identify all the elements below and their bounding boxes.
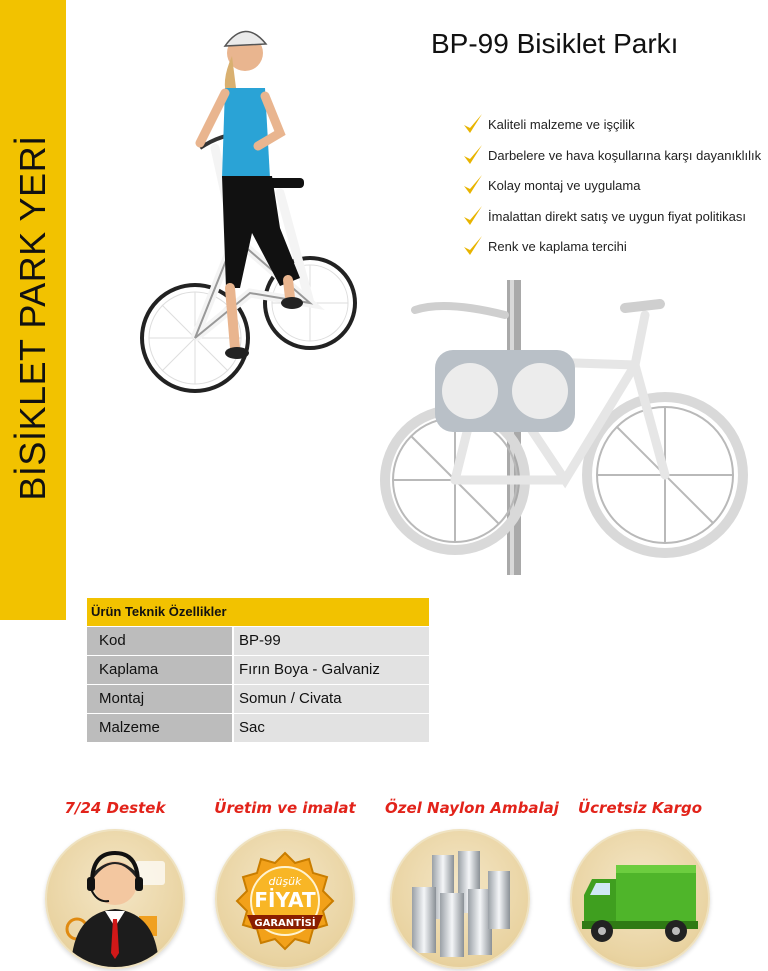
cyclist-image — [140, 18, 360, 408]
bike-rack-image — [335, 270, 755, 590]
spec-key: Kod — [87, 627, 232, 655]
checkmark-icon — [462, 173, 484, 197]
delivery-truck-icon — [572, 831, 708, 967]
badge-support — [40, 795, 190, 821]
service-badges — [0, 795, 768, 971]
seal-middle-text: FİYAT — [254, 888, 316, 912]
spec-value: Fırın Boya - Galvaniz — [232, 656, 429, 684]
seal-top-text: düşük — [268, 875, 302, 888]
table-row — [87, 655, 429, 684]
feature-item: İmalattan direkt satış ve uygun fiyat politikası — [462, 204, 761, 235]
feature-item: Darbelere ve hava koşullarına karşı dayanıklılık — [462, 143, 761, 174]
badge-title: Ücretsiz Kargo — [577, 799, 703, 817]
checkmark-icon — [462, 143, 484, 167]
checkmark-icon — [462, 112, 484, 136]
table-row — [87, 626, 429, 655]
spec-key: Montaj — [87, 685, 232, 713]
spec-key: Kaplama — [87, 656, 232, 684]
product-title: BP-99 Bisiklet Parkı — [431, 28, 679, 59]
table-row — [87, 713, 429, 742]
spec-value: Sac — [232, 714, 429, 742]
badge-title: Üretim ve imalat — [214, 799, 356, 817]
side-title: BİSİKLET PARK YERİ — [12, 135, 53, 501]
badge-title: 7/24 Destek — [64, 799, 166, 817]
seal-bottom-text: GARANTİSİ — [254, 918, 316, 929]
nylon-rolls-icon — [392, 831, 528, 967]
feature-item: Renk ve kaplama tercihi — [462, 234, 761, 265]
specs-table — [87, 598, 429, 742]
specs-header: Ürün Teknik Özellikler — [87, 598, 429, 626]
price-guarantee-icon — [217, 831, 353, 967]
badge-packaging — [385, 795, 559, 821]
side-banner — [0, 0, 66, 620]
feature-item: Kaliteli malzeme ve işçilik — [462, 112, 761, 143]
spec-key: Malzeme — [87, 714, 232, 742]
badge-shipping — [565, 795, 715, 821]
badge-production — [210, 795, 360, 929]
badge-title: Özel Naylon Ambalaj — [385, 799, 559, 817]
feature-list — [462, 112, 761, 265]
checkmark-icon — [462, 204, 484, 228]
feature-item: Kolay montaj ve uygulama — [462, 173, 761, 204]
table-row — [87, 684, 429, 713]
support-agent-icon — [47, 831, 183, 967]
spec-value: Somun / Civata — [232, 685, 429, 713]
spec-value: BP-99 — [232, 627, 429, 655]
checkmark-icon — [462, 234, 484, 258]
